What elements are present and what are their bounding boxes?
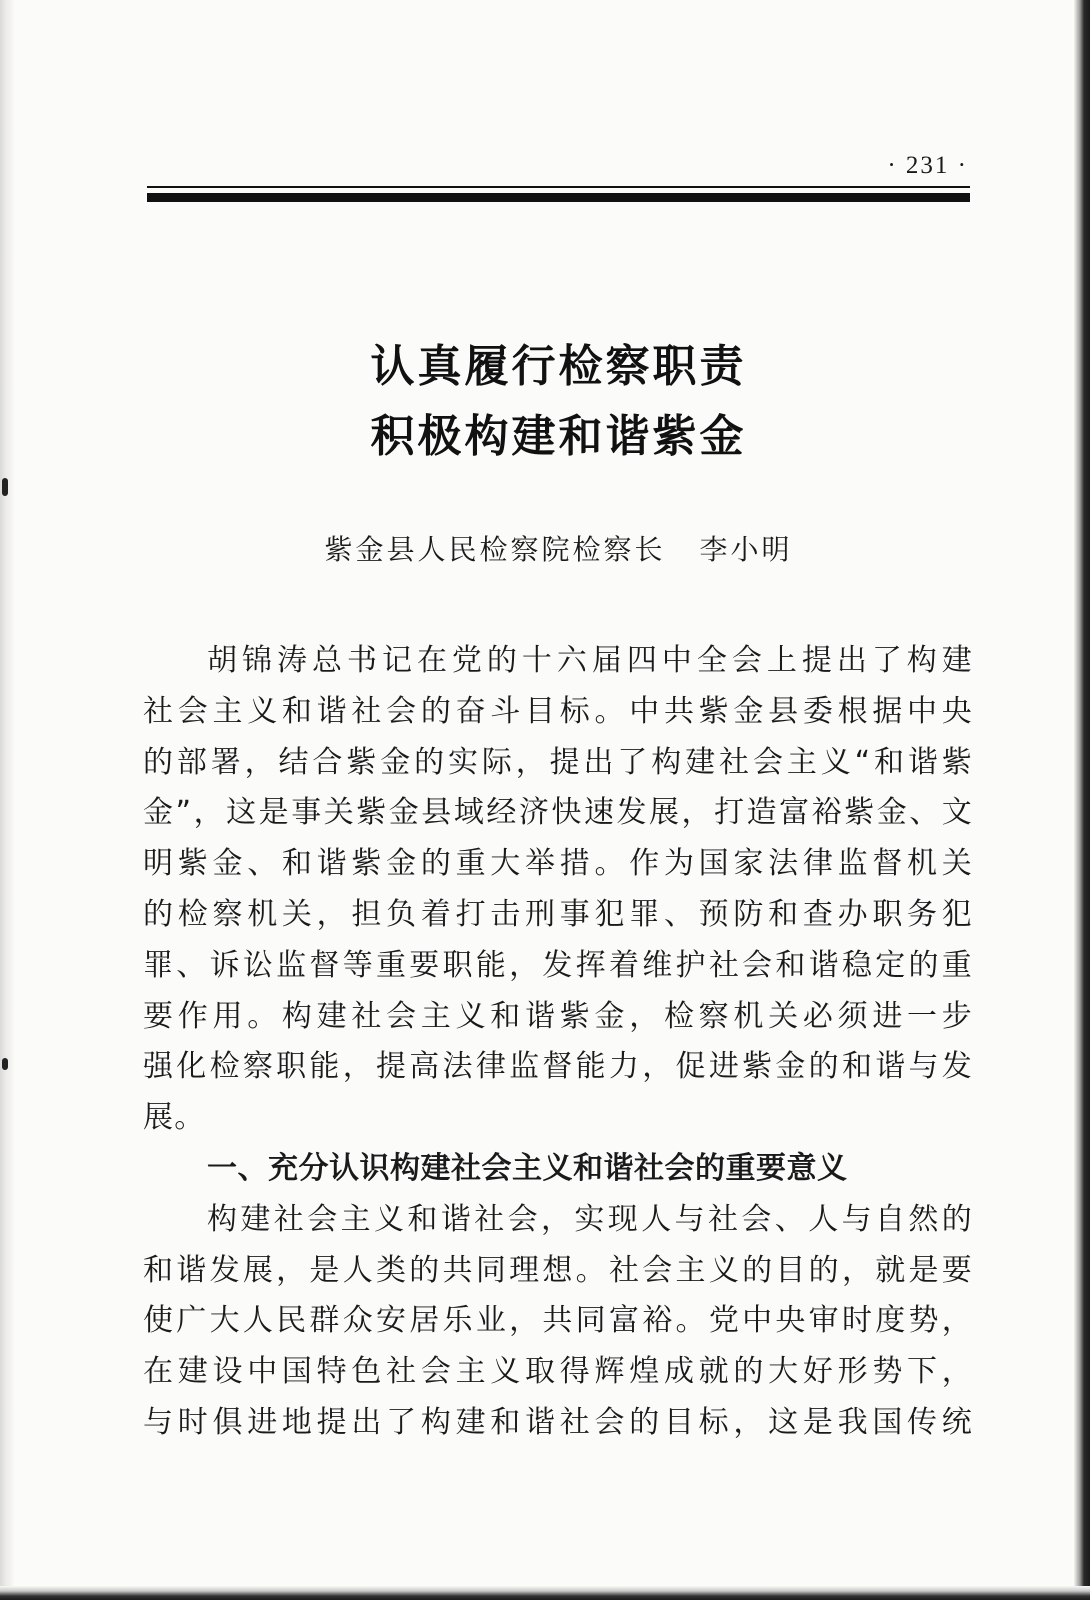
paragraph-line: 明紫金、和谐紫金的重大举措。作为国家法律监督机关 — [143, 846, 973, 882]
author-position: 紫金县人民检察院检察长 — [324, 533, 666, 566]
paragraph-line: 强化检察职能，提高法律监督能力，促进紫金的和谐与发 — [143, 1049, 973, 1085]
section-heading: 一、充分认识构建社会主义和谐社会的重要意义 — [207, 1150, 848, 1186]
paragraph-line: 与时俱进地提出了构建和谐社会的目标，这是我国传统 — [143, 1404, 973, 1440]
paragraph-line: 构建社会主义和谐社会，实现人与社会、人与自然的 — [207, 1201, 973, 1237]
byline — [147, 528, 970, 568]
paragraph-line: 的部署，结合紫金的实际，提出了构建社会主义“和谐紫 — [143, 744, 973, 780]
scan-speck — [2, 478, 8, 496]
article-body — [143, 636, 973, 1449]
paragraph-line: 社会主义和谐社会的奋斗目标。中共紫金县委根据中央 — [143, 693, 973, 729]
paragraph-line: 要作用。构建社会主义和谐紫金，检察机关必须进一步 — [143, 998, 973, 1034]
header-rule-thick — [147, 193, 970, 202]
author-name: 李小明 — [699, 533, 793, 566]
page-bottom-edge — [0, 1586, 1090, 1600]
paragraph-2 — [143, 1195, 973, 1449]
paragraph-line: 金”，这是事关紫金县域经济快速发展，打造富裕紫金、文 — [143, 795, 973, 831]
paragraph-line: 展。 — [143, 1100, 206, 1136]
paragraph-1 — [143, 636, 973, 1144]
paragraph-line: 罪、诉讼监督等重要职能，发挥着维护社会和谐稳定的重 — [143, 947, 973, 983]
paragraph-line: 使广大人民群众安居乐业，共同富裕。党中央审时度势， — [143, 1303, 973, 1339]
paragraph-line: 的检察机关，担负着打击刑事犯罪、预防和查办职务犯 — [143, 896, 973, 932]
scan-speck — [2, 1058, 8, 1070]
page-left-edge — [0, 0, 14, 1600]
page-right-edge — [1074, 0, 1090, 1600]
title-line-1: 认真履行检察职责 — [370, 341, 747, 392]
header-rule-thin — [147, 186, 970, 188]
article-title — [147, 332, 970, 472]
paragraph-line: 和谐发展，是人类的共同理想。社会主义的目的，就是要 — [143, 1252, 973, 1288]
paragraph-line: 在建设中国特色社会主义取得辉煌成就的大好形势下， — [143, 1354, 973, 1390]
page-number: · 231 · — [887, 152, 968, 179]
paragraph-line: 胡锦涛总书记在党的十六届四中全会上提出了构建 — [207, 643, 973, 678]
title-line-2: 积极构建和谐紫金 — [370, 411, 747, 462]
